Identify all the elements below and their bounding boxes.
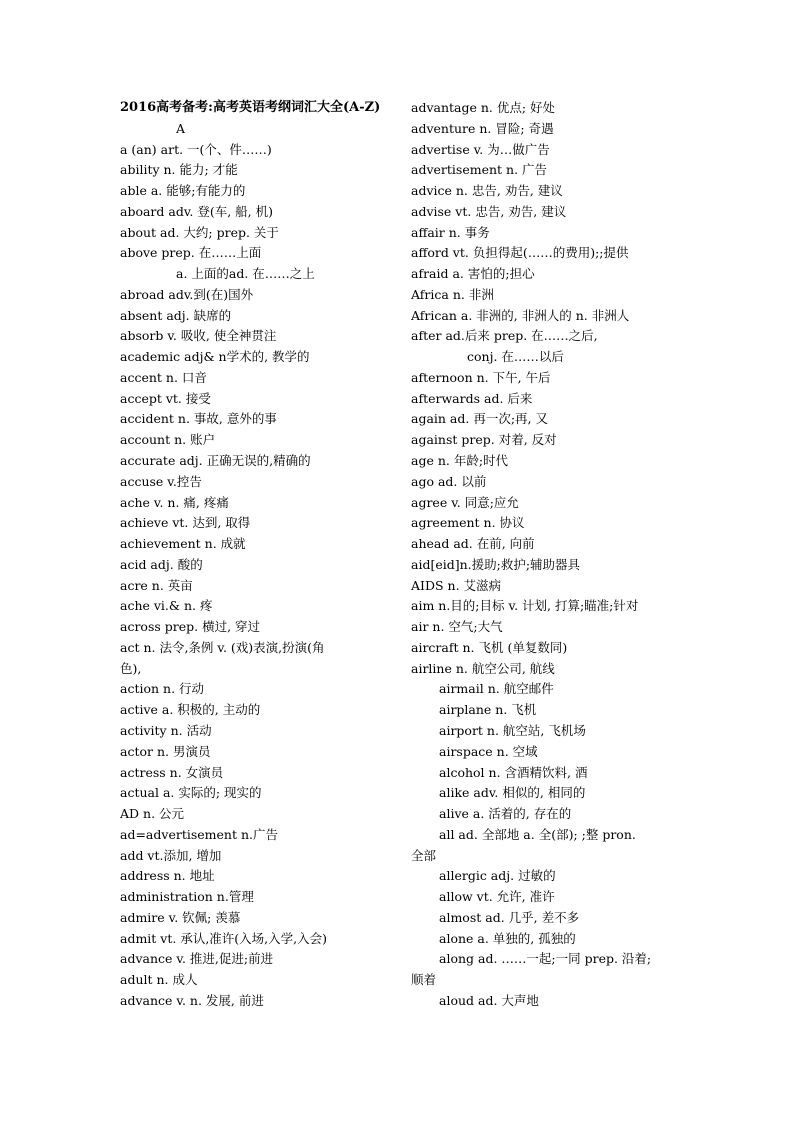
vocab-entry-line: again ad. 再一次;再, 又 bbox=[411, 411, 548, 427]
vocab-entry-line: across prep. 横过, 穿过 bbox=[120, 619, 261, 635]
vocab-entry-line: achieve vt. 达到, 取得 bbox=[120, 515, 251, 531]
vocab-entry-line: achievement n. 成就 bbox=[120, 536, 246, 552]
left-column bbox=[120, 98, 398, 1012]
vocab-entry-line: airspace n. 空域 bbox=[439, 743, 538, 759]
vocab-entry-line: active a. 积极的, 主动的 bbox=[120, 702, 261, 718]
right-column bbox=[411, 98, 683, 1012]
vocab-entry-line: afterwards ad. 后来 bbox=[411, 390, 533, 406]
vocab-entry-line: alike adv. 相似的, 相同的 bbox=[439, 785, 586, 801]
vocab-entry-line: ache v. n. 痛, 疼痛 bbox=[120, 494, 229, 510]
vocab-entry-line: actress n. 女演员 bbox=[120, 764, 224, 780]
vocab-entry-line: ago ad. 以前 bbox=[411, 473, 487, 489]
section-letter: A bbox=[176, 120, 186, 136]
vocab-entry-line: African a. 非洲的, 非洲人的 n. 非洲人 bbox=[411, 307, 630, 323]
vocab-entry-line: advertise v. 为…做广告 bbox=[411, 141, 550, 157]
vocab-entry-line: a (an) art. 一(个、件……) bbox=[120, 141, 272, 157]
vocab-entry-line: airplane n. 飞机 bbox=[439, 702, 537, 718]
vocab-entry-line: accident n. 事故, 意外的事 bbox=[120, 411, 277, 427]
vocab-entry-line: conj. 在……以后 bbox=[467, 349, 564, 365]
vocab-entry-line: after ad.后来 prep. 在……之后, bbox=[411, 328, 598, 344]
vocab-entry-line: allergic adj. 过敏的 bbox=[439, 868, 556, 884]
vocab-entry-line: account n. 账户 bbox=[120, 432, 216, 448]
vocab-entry-line: 顺着 bbox=[411, 972, 437, 988]
vocab-entry-line: advantage n. 优点; 好处 bbox=[411, 100, 556, 115]
vocab-entry-line: advise vt. 忠告, 劝告, 建议 bbox=[411, 203, 567, 219]
vocab-entry-line: alive a. 活着的, 存在的 bbox=[439, 806, 572, 822]
vocab-entry-line: acre n. 英亩 bbox=[120, 577, 193, 593]
vocab-entry-line: afraid a. 害怕的;担心 bbox=[411, 266, 535, 282]
vocab-entry-line: aloud ad. 大声地 bbox=[439, 992, 539, 1008]
vocab-entry-line: absorb v. 吸收, 使全神贯注 bbox=[120, 328, 277, 344]
vocab-entry-line: adventure n. 冒险; 奇遇 bbox=[411, 120, 554, 136]
vocab-entry-line: Africa n. 非洲 bbox=[411, 286, 494, 302]
vocab-entry-line: a. 上面的ad. 在……之上 bbox=[176, 266, 315, 282]
vocab-entry-line: aircraft n. 飞机 (单复数同) bbox=[411, 639, 568, 655]
vocab-entry-line: 色), bbox=[120, 660, 142, 676]
right-entry-list bbox=[411, 98, 683, 1012]
vocab-entry-line: academic adj& n学术的, 教学的 bbox=[120, 349, 310, 365]
vocab-entry-line: aid[eid]n.援助;救护;辅助器具 bbox=[411, 556, 581, 572]
vocab-entry-line: air n. 空气;大气 bbox=[411, 619, 503, 635]
vocab-entry-line: afternoon n. 下午, 午后 bbox=[411, 369, 551, 385]
vocab-entry-line: able a. 能够;有能力的 bbox=[120, 183, 246, 199]
vocab-entry-line: aim n.目的;目标 v. 计划, 打算;瞄准;针对 bbox=[411, 598, 639, 614]
vocab-entry-line: 全部 bbox=[411, 847, 437, 863]
vocab-entry-line: ad=advertisement n.广告 bbox=[120, 826, 278, 842]
vocab-entry-line: actor n. 男演员 bbox=[120, 743, 211, 759]
vocab-entry-line: AIDS n. 艾滋病 bbox=[411, 577, 502, 593]
vocab-entry-line: actual a. 实际的; 现实的 bbox=[120, 785, 262, 801]
vocab-entry-line: accent n. 口音 bbox=[120, 369, 207, 385]
vocab-entry-line: ache vi.& n. 疼 bbox=[120, 598, 213, 614]
vocab-entry-line: advance v. n. 发展, 前进 bbox=[120, 992, 264, 1008]
vocab-entry-line: about ad. 大约; prep. 关于 bbox=[120, 224, 279, 240]
vocab-entry-line: accept vt. 接受 bbox=[120, 390, 211, 406]
vocab-entry-line: adult n. 成人 bbox=[120, 972, 198, 988]
vocab-entry-line: agree v. 同意;应允 bbox=[411, 494, 519, 510]
vocab-entry-line: ahead ad. 在前, 向前 bbox=[411, 536, 535, 552]
vocab-entry-line: aboard adv. 登(车, 船, 机) bbox=[120, 203, 274, 219]
vocab-entry-line: affair n. 事务 bbox=[411, 224, 490, 240]
vocab-entry-line: acid adj. 酸的 bbox=[120, 556, 203, 572]
vocab-entry-line: afford vt. 负担得起(……的费用);;提供 bbox=[411, 245, 629, 261]
vocab-entry-line: alcohol n. 含酒精饮料, 酒 bbox=[439, 764, 588, 780]
vocab-entry-line: advance v. 推进,促进;前进 bbox=[120, 951, 274, 967]
vocab-entry-line: action n. 行动 bbox=[120, 681, 205, 697]
vocab-entry-line: absent adj. 缺席的 bbox=[120, 307, 232, 323]
vocab-entry-line: airport n. 航空站, 飞机场 bbox=[439, 722, 586, 738]
vocab-entry-line: age n. 年龄;时代 bbox=[411, 453, 509, 469]
vocab-entry-line: along ad. ……一起;一同 prep. 沿着; bbox=[439, 951, 652, 967]
vocab-entry-line: almost ad. 几乎, 差不多 bbox=[439, 909, 580, 925]
vocab-entry-line: accuse v.控告 bbox=[120, 473, 202, 489]
document-title: 2016高考备考:高考英语考纲词汇大全(A-Z) bbox=[120, 100, 381, 115]
vocab-entry-line: address n. 地址 bbox=[120, 868, 215, 884]
vocab-entry-line: admire v. 钦佩; 羡慕 bbox=[120, 909, 241, 925]
vocab-entry-line: ability n. 能力; 才能 bbox=[120, 162, 238, 178]
vocab-entry-line: accurate adj. 正确无误的,精确的 bbox=[120, 453, 311, 469]
vocab-entry-line: alone a. 单独的, 孤独的 bbox=[439, 930, 576, 946]
vocab-entry-line: admit vt. 承认,准许(入场,入学,入会) bbox=[120, 930, 328, 946]
vocab-entry-line: above prep. 在……上面 bbox=[120, 245, 262, 261]
vocab-entry-line: activity n. 活动 bbox=[120, 722, 212, 738]
vocab-entry-line: allow vt. 允许, 准许 bbox=[439, 889, 555, 905]
vocab-entry-line: against prep. 对着, 反对 bbox=[411, 432, 557, 448]
vocab-entry-line: advice n. 忠告, 劝告, 建议 bbox=[411, 183, 563, 199]
vocab-entry-line: airline n. 航空公司, 航线 bbox=[411, 660, 555, 676]
vocab-entry-line: add vt.添加, 增加 bbox=[120, 847, 222, 863]
vocab-entry-line: all ad. 全部地 a. 全(部); ;整 pron. bbox=[439, 826, 636, 842]
vocab-entry-line: agreement n. 协议 bbox=[411, 515, 525, 531]
vocab-entry-line: AD n. 公元 bbox=[120, 806, 185, 822]
vocab-entry-line: act n. 法令,条例 v. (戏)表演,扮演(角 bbox=[120, 639, 325, 655]
vocab-entry-line: abroad adv.到(在)国外 bbox=[120, 286, 254, 302]
vocab-entry-line: administration n.管理 bbox=[120, 889, 254, 905]
vocab-entry-line: advertisement n. 广告 bbox=[411, 162, 548, 178]
left-entry-list bbox=[120, 140, 398, 1012]
vocab-entry-line: airmail n. 航空邮件 bbox=[439, 681, 554, 697]
